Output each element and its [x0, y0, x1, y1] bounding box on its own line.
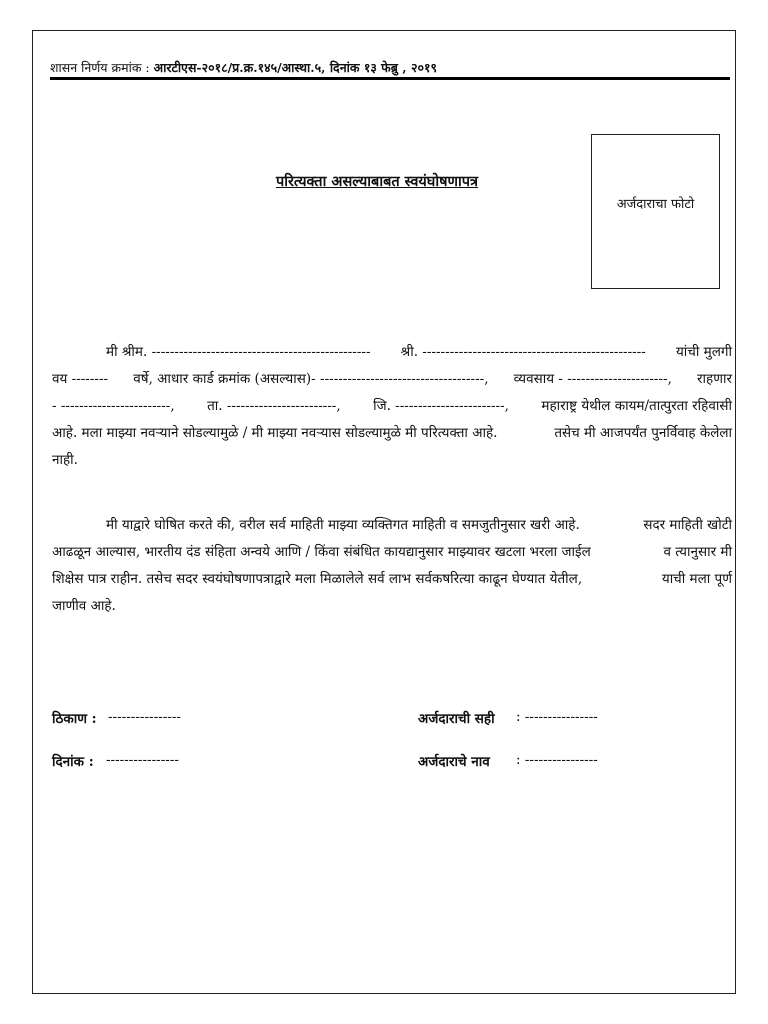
- date-field-line: ----------------: [106, 752, 179, 768]
- paragraph-text: सदर माहिती खोटी: [643, 517, 732, 533]
- paragraph-text: आहे. मला माझ्या नवऱ्याने सोडल्यामुळे / मी माझ्या नवऱ्यास सोडल्यामुळे मी परित्यक्ता आहे.: [52, 425, 498, 441]
- signature-field-line: : ----------------: [516, 709, 598, 725]
- paragraph-text: यांची मुलगी: [675, 344, 732, 360]
- paragraph-text: तसेच मी आजपर्यंत पुनर्विवाह केलेला: [554, 425, 732, 441]
- district-field-line: जि. ------------------------,: [373, 398, 509, 414]
- paragraph-text: महाराष्ट्र येथील कायम/तात्पुरता रहिवासी: [541, 398, 732, 414]
- name-field-line: : ----------------: [516, 752, 598, 768]
- gr-label: शासन निर्णय क्रमांक :: [50, 60, 150, 75]
- applicant-photo-box: [591, 134, 720, 289]
- applicant-name-label: अर्जदाराचे नाव: [418, 754, 490, 770]
- place-label: ठिकाण :: [52, 711, 97, 727]
- paragraph-text: व त्यानुसार मी: [663, 544, 732, 560]
- gr-number: आरटीएस-२०१८/प्र.क्र.१४५/आस्था.५, दिनांक १३ फेब्रु , २०१९: [153, 60, 438, 75]
- government-resolution-header: [50, 59, 730, 76]
- paragraph-line: [52, 447, 732, 474]
- taluka-field-line: ता. ------------------------,: [207, 398, 341, 414]
- declaration-paragraph-2: [52, 512, 732, 620]
- applicant-signature-label: अर्जदाराची सही: [418, 711, 495, 727]
- photo-label: अर्जदाराचा फोटो: [616, 197, 695, 212]
- paragraph-line: [52, 339, 732, 366]
- aadhaar-field-line: वर्षे, आधार कार्ड क्रमांक (असल्यास)- ------------------------------------,: [133, 371, 489, 387]
- name-field-line: मी श्रीम. ------------------------------------------------: [106, 344, 371, 360]
- residence-field-line: - ------------------------,: [52, 398, 175, 414]
- paragraph-line: [52, 420, 732, 447]
- paragraph-text: जाणीव आहे.: [52, 598, 116, 614]
- header-rule: [50, 77, 730, 80]
- paragraph-text: शिक्षेस पात्र राहीन. तसेच सदर स्वयंघोषणापत्राद्वारे मला मिळालेले सर्व लाभ सर्वकषरित्या काढून घेण्यात येतील,: [52, 571, 583, 587]
- paragraph-line: [52, 512, 732, 539]
- place-field-line: ----------------: [108, 709, 181, 725]
- age-field-line: वय --------: [52, 371, 109, 387]
- occupation-field-line: व्यवसाय - ----------------------,: [513, 371, 672, 387]
- paragraph-line: [52, 593, 732, 620]
- paragraph-text: नाही.: [52, 452, 78, 468]
- father-name-field-line: श्री. -------------------------------------------------: [400, 344, 646, 360]
- declaration-paragraph-1: [52, 339, 732, 474]
- paragraph-text: मी याद्वारे घोषित करते की, वरील सर्व माहिती माझ्या व्यक्तिगत माहिती व समजुतीनुसार खरी आहे.: [106, 517, 580, 533]
- paragraph-line: [52, 566, 732, 593]
- paragraph-line: [52, 539, 732, 566]
- document-title: परित्यक्ता असल्याबाबत स्वयंघोषणापत्र: [276, 173, 478, 190]
- paragraph-text: आढळून आल्यास, भारतीय दंड संहिता अन्वये आणि / किंवा संबंधित कायद्यानुसार माझ्यावर खटला भरला जाईल: [52, 544, 591, 560]
- paragraph-text: राहणार: [697, 371, 732, 387]
- date-label: दिनांक :: [52, 754, 94, 770]
- paragraph-text: याची मला पूर्ण: [661, 571, 732, 587]
- paragraph-line: [52, 393, 732, 420]
- paragraph-line: [52, 366, 732, 393]
